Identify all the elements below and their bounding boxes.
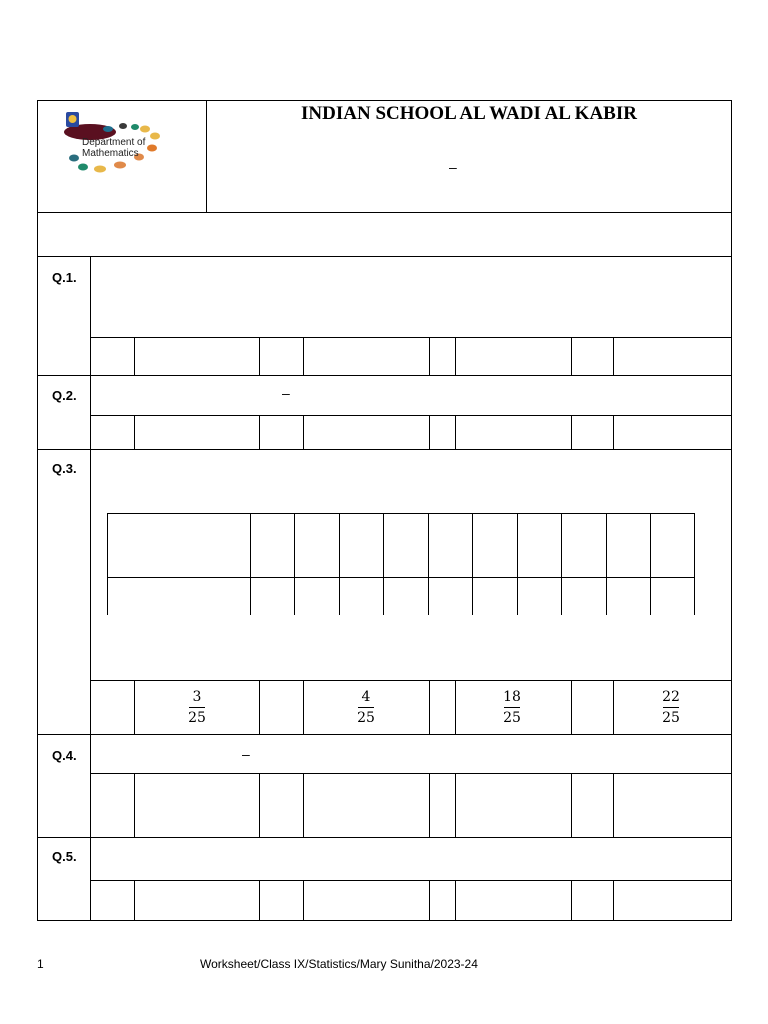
q2-option-divider	[571, 415, 572, 450]
q3-table-col-line	[694, 513, 695, 615]
q3-table-col-line	[606, 513, 607, 615]
header-bottom-rule	[37, 212, 732, 213]
q2-option-divider	[134, 415, 135, 450]
info-row-bottom-rule	[37, 256, 732, 257]
q3-option-divider	[303, 680, 304, 735]
q3-table-col-line	[428, 513, 429, 615]
q3-option-divider	[259, 680, 260, 735]
department-logo	[52, 108, 172, 178]
q1-option-divider	[455, 337, 456, 376]
q4-option-divider	[613, 773, 614, 838]
q3-table-col-line	[650, 513, 651, 615]
q3-option-c-denominator: 25	[503, 710, 521, 726]
q3-option-divider	[571, 680, 572, 735]
q3-option-d-numerator: 22	[662, 689, 680, 705]
footer-text: Worksheet/Class IX/Statistics/Mary Sunitha/2023-24	[200, 957, 478, 971]
q5-label: Q.5.	[52, 849, 77, 864]
fraction-bar	[189, 707, 205, 708]
q1-option-divider	[303, 337, 304, 376]
fraction-bar	[358, 707, 374, 708]
q2-options-top-rule	[90, 415, 732, 416]
q3-option-c-numerator: 18	[503, 689, 521, 705]
q3-option-c-fraction	[482, 689, 542, 727]
q4-option-divider	[303, 773, 304, 838]
q2-option-divider	[303, 415, 304, 450]
q3-option-a-numerator: 3	[192, 689, 202, 705]
q2-option-divider	[455, 415, 456, 450]
question-label-divider	[90, 256, 91, 921]
q5-option-divider	[259, 880, 260, 921]
fraction-bar	[504, 707, 520, 708]
q3-table-col-line	[294, 513, 295, 615]
q1-option-divider	[613, 337, 614, 376]
q3-bottom-rule	[37, 734, 732, 735]
frame-top	[37, 100, 732, 101]
q3-table-col-line	[383, 513, 384, 615]
q1-options-top-rule	[90, 337, 732, 338]
q3-option-b-denominator: 25	[357, 710, 375, 726]
q2-bottom-rule	[37, 449, 732, 450]
q4-option-divider	[429, 773, 430, 838]
q3-option-b-numerator: 4	[361, 689, 371, 705]
q4-option-divider	[134, 773, 135, 838]
school-crest-icon	[52, 108, 172, 178]
q3-option-divider	[613, 680, 614, 735]
q3-option-b-fraction	[336, 689, 396, 727]
q5-options-top-rule	[90, 880, 732, 881]
logo-text-line2: Mathematics	[82, 148, 139, 159]
q5-option-divider	[134, 880, 135, 921]
q4-option-divider	[259, 773, 260, 838]
q2-label: Q.2.	[52, 388, 77, 403]
q2-option-divider	[259, 415, 260, 450]
q4-option-divider	[571, 773, 572, 838]
q3-label: Q.3.	[52, 461, 77, 476]
q5-option-divider	[455, 880, 456, 921]
q4-option-divider	[455, 773, 456, 838]
q3-options-top-rule	[90, 680, 732, 681]
q5-option-divider	[571, 880, 572, 921]
q3-table-col-line	[107, 513, 108, 615]
q4-options-top-rule	[90, 773, 732, 774]
q3-option-divider	[134, 680, 135, 735]
q1-option-divider	[429, 337, 430, 376]
q1-label: Q.1.	[52, 270, 77, 285]
page-number: 1	[37, 957, 44, 971]
q3-option-d-denominator: 25	[662, 710, 680, 726]
q3-table-col-line	[250, 513, 251, 615]
q1-option-divider	[259, 337, 260, 376]
frame-bottom	[37, 920, 732, 921]
q5-option-divider	[429, 880, 430, 921]
frame-right	[731, 100, 732, 921]
frame-left	[37, 100, 38, 921]
q5-option-divider	[613, 880, 614, 921]
header-subtitle-dash: –	[449, 159, 457, 175]
q4-label: Q.4.	[52, 748, 77, 763]
q4-bottom-rule	[37, 837, 732, 838]
q3-option-divider	[455, 680, 456, 735]
fraction-bar	[663, 707, 679, 708]
q2-dash: –	[282, 385, 290, 401]
q3-option-a-fraction	[167, 689, 227, 727]
q1-bottom-rule	[37, 375, 732, 376]
q3-table-col-line	[339, 513, 340, 615]
q3-table-col-line	[517, 513, 518, 615]
q5-option-divider	[303, 880, 304, 921]
q1-option-divider	[571, 337, 572, 376]
q1-option-divider	[134, 337, 135, 376]
q3-option-d-fraction	[641, 689, 701, 727]
q3-table-col-line	[472, 513, 473, 615]
q2-option-divider	[429, 415, 430, 450]
logo-text-line1: Department of	[82, 137, 146, 148]
q3-option-a-denominator: 25	[188, 710, 206, 726]
q2-option-divider	[613, 415, 614, 450]
q4-dash: –	[242, 746, 250, 762]
q3-option-divider	[429, 680, 430, 735]
q3-table-col-line	[561, 513, 562, 615]
school-name: INDIAN SCHOOL AL WADI AL KABIR	[301, 103, 637, 124]
